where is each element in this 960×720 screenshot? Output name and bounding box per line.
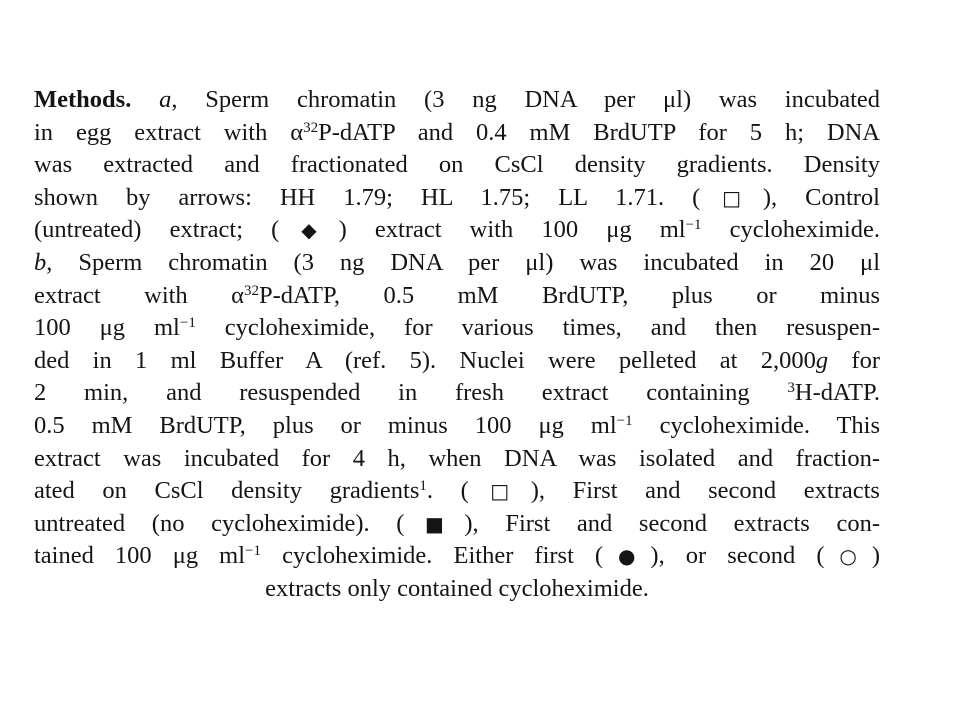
legend-line: b, Sperm chromatin (3 ng DNA per μl) was incubated in 20 μl <box>34 248 880 276</box>
figure-legend <box>34 84 880 606</box>
legend-heading: Methods. <box>34 86 132 113</box>
filled-square-icon: ■ <box>404 511 465 536</box>
legend-line: Methods. a, Sperm chromatin (3 ng DNA per μl) was incubated <box>34 86 880 113</box>
legend-line: was extracted and fractionated on CsCl density gradients. Density <box>34 151 880 179</box>
filled-diamond-icon: ◆ <box>279 218 339 243</box>
legend-line: ated on CsCl density gradients$^1$. (□), First and second extracts <box>34 477 880 505</box>
open-square-icon: □ <box>468 479 531 504</box>
legend-line: extract with $\alpha^{32}P$-dATP, 0.5 mM BrdUTP, plus or minus <box>34 281 880 309</box>
legend-line: 100 μg $ml^{-1}$ cycloheximide, for various times, and then resuspen- <box>34 314 881 342</box>
filled-circle-icon: ● <box>603 544 651 569</box>
legend-line: tained 100 μg $ml^{-1}$ cycloheximide. Either first (●), or second (○) <box>34 542 880 570</box>
open-square-icon: □ <box>700 185 763 210</box>
legend-line: extract was incubated for 4 h, when DNA was isolated and fraction- <box>34 444 880 472</box>
legend-line: ded in 1 ml Buffer A (ref. 5). Nuclei were pelleted at 2,000g for <box>34 346 880 374</box>
legend-line: shown by arrows: HH 1.79; HL 1.75; LL 1.71. (□), Control <box>34 183 880 211</box>
open-circle-icon: ○ <box>824 544 872 569</box>
panel-label-a: a <box>159 86 172 113</box>
legend-line: untreated (no cycloheximide). (■), First and second extracts con- <box>34 509 880 537</box>
legend-line: (untreated) extract; (◆) extract with 100 μg $ml^{-1}$ cycloheximide. <box>34 216 880 244</box>
legend-line: 0.5 mM BrdUTP, plus or minus 100 μg $ml^{-1}$ cycloheximide. This <box>34 411 881 439</box>
legend-line: in egg extract with $\alpha^{32}P$-dATP and 0.4 mM BrdUTP for 5 h; DNA <box>34 118 880 146</box>
panel-label-b: b <box>34 248 47 276</box>
legend-line: 2 min, and resuspended in fresh extract containing $^3$H-dATP. <box>34 379 880 407</box>
legend-line: extracts only contained cycloheximide. <box>265 574 649 602</box>
